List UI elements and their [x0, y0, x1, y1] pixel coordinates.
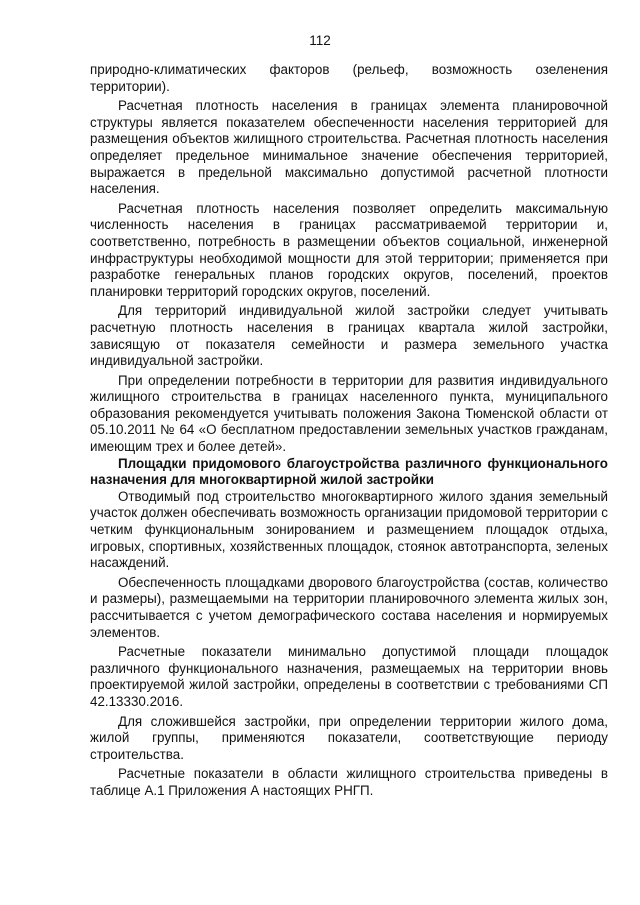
paragraph-land-plot: Отводимый под строительство многоквартирного жилого здания земельный участок должен обеспечивать возможность организации придомовой территории с четким функциональным зонированием и размещением площадок отдыха, игровых, спортивных, хозяйственных площадок, стоянок автотранспорта, зеленых насаждений. — [90, 488, 608, 571]
section-heading: Площадки придомового благоустройства различного функционального назначения для многоквартирной жилой застройки — [90, 455, 608, 488]
paragraph-tyumen-law: При определении потребности в территории для развития индивидуального жилищного строительства в границах населенного пункта, муниципального образования рекомендуется учитывать положения Закона Тюменской области от 05.10.2011 № 64 «О бесплатном предоставлении земельных участков гражданам, имеющим трех и более детей». — [90, 372, 608, 455]
paragraph-individual-housing: Для территорий индивидуальной жилой застройки следует учитывать расчетную плотность населения в границах квартала жилой застройки, зависящую от показателя семейности и размера земельного участка индивидуальной застройки. — [90, 303, 608, 369]
document-body — [90, 62, 608, 800]
page-number: 112 — [309, 33, 331, 48]
paragraph-minimum-area: Расчетные показатели минимально допустимой площади площадок различного функционального назначения, размещаемых на территории вновь проектируемой жилой застройки, определены в соответствии с требованиями СП 42.13330.2016. — [90, 644, 608, 709]
paragraph-density-purpose: Расчетная плотность населения позволяет определить максимальную численность населения в границах рассматриваемой территории и, соответственно, потребность в размещении объектов социальной, инженерной инфраструктуры необходимой мощности для этой территории; применяется при разработке генеральных планов городских округов, поселений, проектов планировки территорий городских округов, поселений. — [90, 200, 608, 299]
paragraph-continuation: природно-климатических факторов (рельеф, возможность озеленения территории). — [90, 62, 608, 94]
paragraph-table-reference: Расчетные показатели в области жилищного строительства приведены в таблице А.1 Приложения А настоящих РНГП. — [90, 766, 608, 798]
paragraph-existing-development: Для сложившейся застройки, при определении территории жилого дома, жилой группы, применяются показатели, соответствующие периоду строительства. — [90, 713, 608, 762]
paragraph-density-definition: Расчетная плотность населения в границах элемента планировочной структуры является показателем обеспеченности населения территорией для размещения объектов жилищного строительства. Расчетная плотность населения определяет предельное минимальное значение обеспечения территорией, выражается в предельной максимально допустимой расчетной плотности населения. — [90, 98, 608, 197]
paragraph-yard-provision: Обеспеченность площадками дворового благоустройства (состав, количество и размеры), размещаемыми на территории планировочного элемента жилых зон, рассчитывается с учетом демографического состава населения и нормируемых элементов. — [90, 574, 608, 640]
